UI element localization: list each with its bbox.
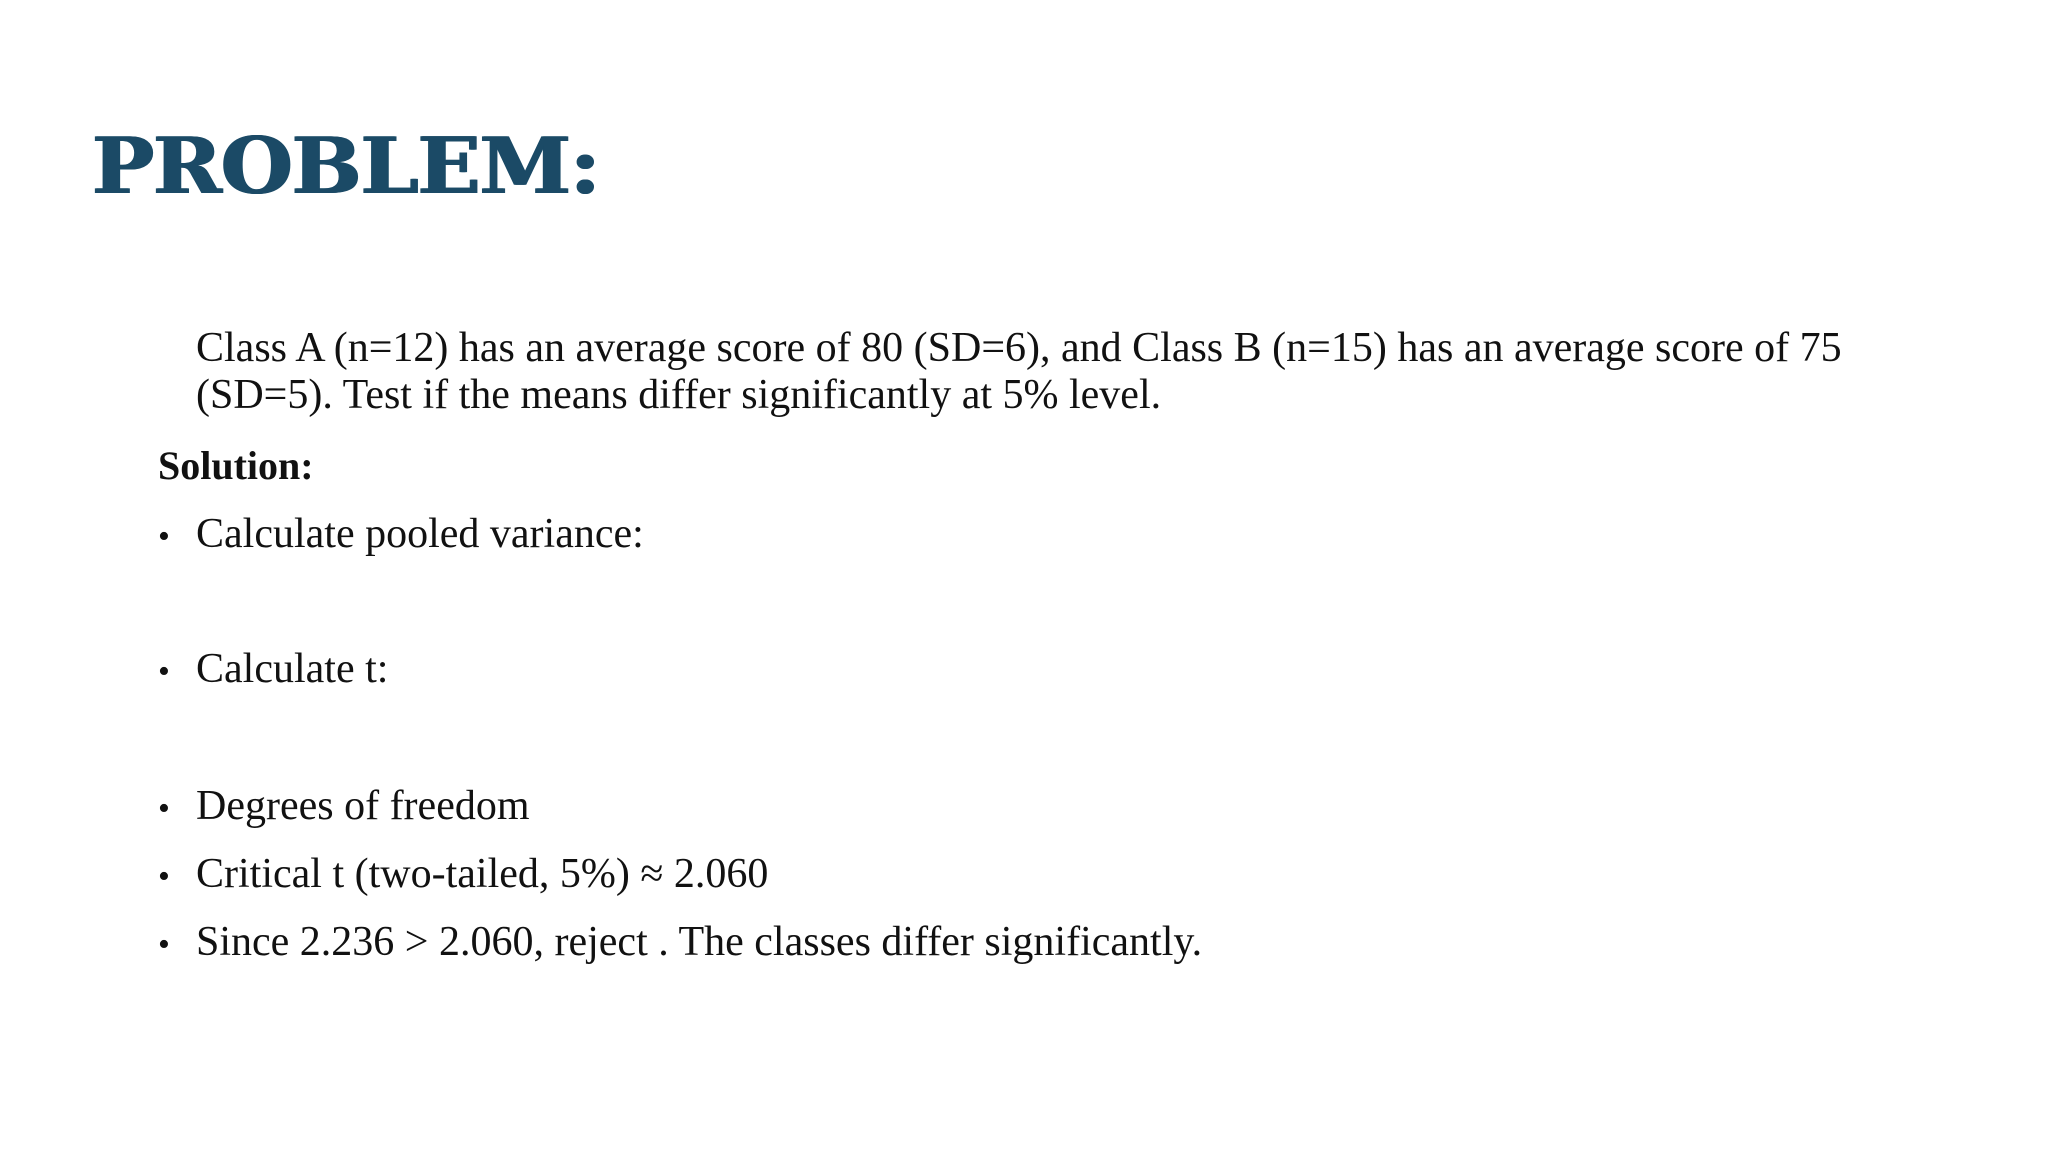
bullet-item-critical-t	[158, 850, 768, 901]
bullet-icon: •	[158, 926, 170, 963]
bullet-item-degrees-of-freedom	[158, 782, 530, 833]
bullet-text: Critical t (two-tailed, 5%) ≈ 2.060	[196, 851, 769, 897]
bullet-item-conclusion	[158, 918, 1202, 969]
bullet-icon: •	[158, 518, 170, 555]
bullet-text: Since 2.236 > 2.060, reject . The classes differ significantly.	[196, 919, 1203, 965]
bullet-text: Degrees of freedom	[196, 783, 530, 829]
slide-title: PROBLEM:	[92, 121, 600, 212]
bullet-item-calculate-t	[158, 645, 388, 696]
solution-heading: Solution:	[158, 443, 314, 488]
bullet-text: Calculate pooled variance:	[196, 511, 644, 557]
bullet-icon: •	[158, 653, 170, 690]
problem-statement: Class A (n=12) has an average score of 80 (SD=6), and Class B (n=15) has an average score of 75 (SD=5). Test if the means differ significantly at 5% level.	[196, 325, 1842, 418]
bullet-text: Calculate t:	[196, 646, 389, 692]
bullet-icon: •	[158, 858, 170, 895]
bullet-item-pooled-variance	[158, 510, 644, 561]
bullet-icon: •	[158, 790, 170, 827]
